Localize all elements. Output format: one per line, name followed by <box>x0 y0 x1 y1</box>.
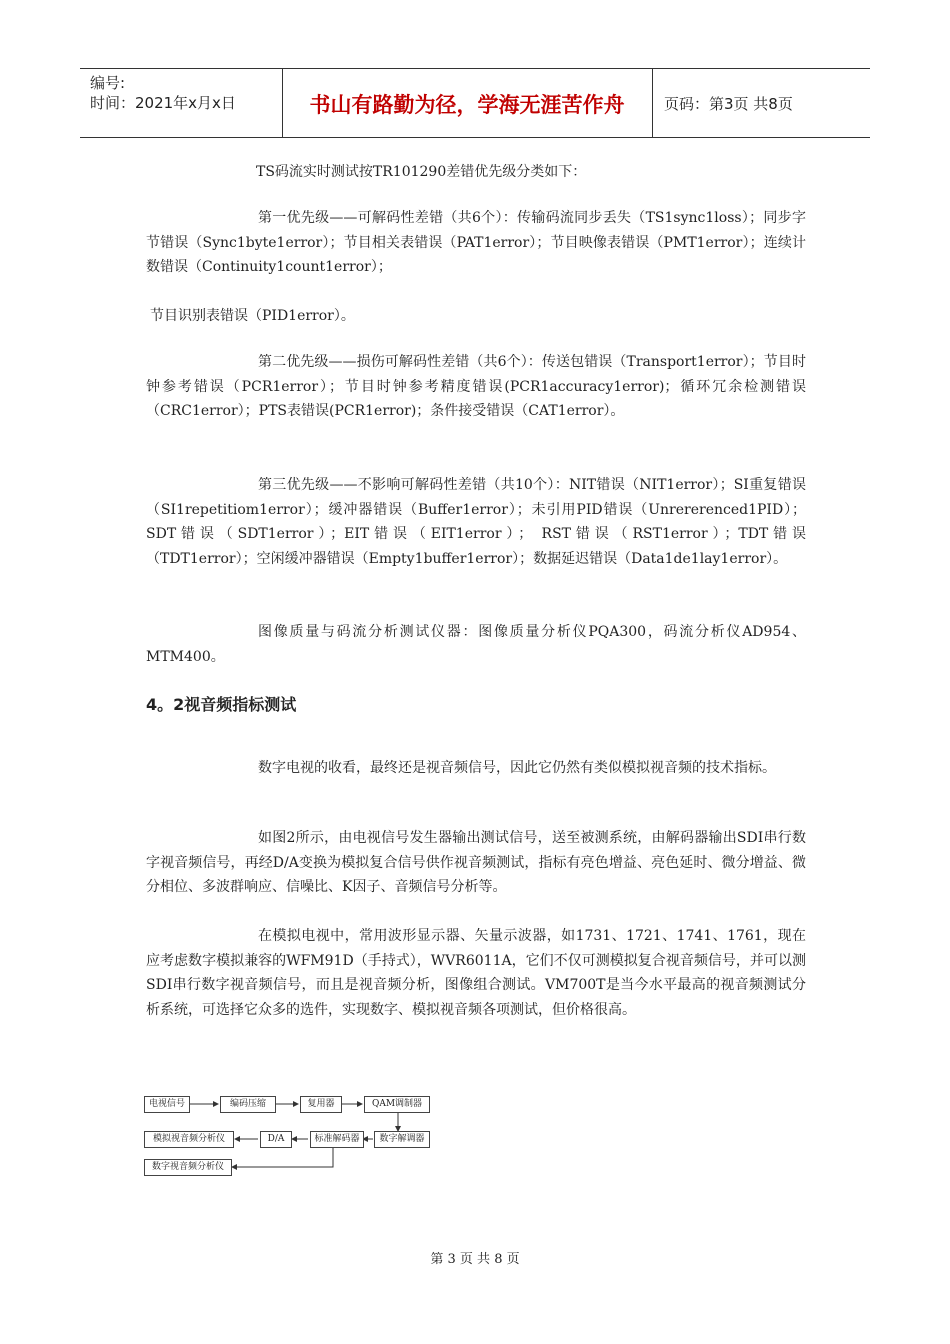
intro-text: TS码流实时测试按TR101290差错优先级分类如下： <box>256 164 587 180</box>
analog-analyzer-box: 模拟视音频分析仪 <box>144 1131 234 1148</box>
number-label: 编号: <box>90 74 126 92</box>
std-decoder-box: 标准解码器 <box>310 1131 364 1148</box>
instruments-text: 图像质量与码流分析测试仪器：图像质量分析仪PQA300，码流分析仪AD954、MTM400。 <box>146 624 806 665</box>
header-divider <box>652 69 653 137</box>
priority3-text: 第三优先级——不影响可解码性差错（共10个）：NIT错误（NIT1error）；SI重复错误（SI1repetitiom1error）；缓冲器错误（Buffer1error）；未引用PID错误（Unrererenced1PID）；SDT错误（SDT1error）；EIT错误（EIT1error）； RST错误（RST1error）；TDT错误（TDT1error）；空闲缓冲器错误（Empty1buffer1error）；数据延迟错误（Data1de1lay1error）。 <box>146 477 806 567</box>
priority2-text: 第二优先级——损伤可解码性差错（共6个）：传送包错误（Transport1error）；节目时钟参考错误（PCR1error）；节目时钟参考精度错误(PCR1accuracy1error)；循环冗余检测错误（CRC1error）；PTS表错误(PCR1error)；条件接受错误（CAT1error）。 <box>146 354 806 419</box>
header-motto: 书山有路勤为径，学海无涯苦作舟 <box>309 93 625 117</box>
page-footer: 第 3 页 共 8 页 <box>430 1252 520 1267</box>
digital-analyzer-box: 数字视音频分析仪 <box>144 1159 232 1176</box>
tv-signal-box: 电视信号 <box>144 1096 190 1113</box>
header-left <box>90 73 236 113</box>
qam-box: QAM调制器 <box>364 1096 430 1113</box>
page-header <box>80 68 870 138</box>
para-instruments: 在模拟电视中，常用波形显示器、矢量示波器，如1731、1721、1741、1761，现在应考虑数字模拟兼容的WFM91D（手持式），WVR6011A，它们不仅可测模拟复合视音频信号，并可以测SDI串行数字视音频信号，而且是视音频分析，图像组合测试。VM700T是当今水平最高的视音频测试分析系统，可选择它众多的选件，实现数字、模拟视音频各项测试，但价格很高。 <box>146 928 806 1018</box>
mux-box: 复用器 <box>300 1096 342 1113</box>
para-digital-tv: 数字电视的收看，最终还是视音频信号，因此它仍然有类似模拟视音频的技术指标。 <box>258 760 776 776</box>
encoder-box: 编码压缩 <box>220 1096 276 1113</box>
priority1-text: 第一优先级——可解码性差错（共6个）：传输码流同步丢失（TS1sync1loss）；同步字节错误（Sync1byte1error）；节目相关表错误（PAT1error）；节目映像表错误（PMT1error）；连续计数错误（Continuity1count1error）； <box>146 210 806 275</box>
header-page-info: 页码：第3页 共8页 <box>664 95 793 113</box>
test-flow-diagram <box>140 1088 440 1180</box>
priority1-cont-text: 节目识别表错误（PID1error）。 <box>150 308 355 324</box>
para-test-setup: 如图2所示，由电视信号发生器输出测试信号，送至被测系统，由解码器输出SDI串行数字视音频信号，再经D/A变换为模拟复合信号供作视音频测试，指标有亮色增益、亮色延时、微分增益、微分相位、多波群响应、信噪比、K因子、音频信号分析等。 <box>146 830 806 895</box>
da-box: D/A <box>260 1131 292 1148</box>
section-title: 4。2视音频指标测试 <box>146 695 297 714</box>
arrow-line <box>232 1147 333 1167</box>
time-label: 时间：2021年x月x日 <box>90 94 236 112</box>
demod-box: 数字解调器 <box>374 1131 430 1148</box>
